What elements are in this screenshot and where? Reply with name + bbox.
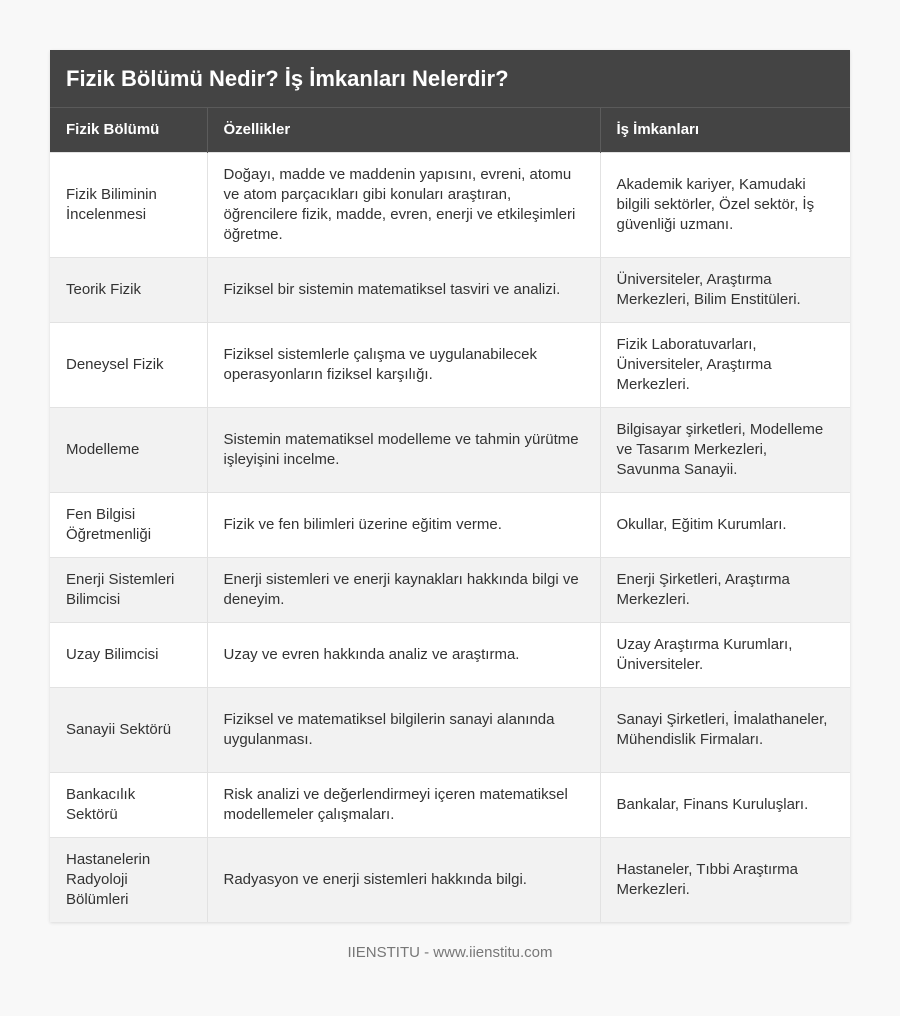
cell-ozellik: Enerji sistemleri ve enerji kaynakları hakkında bilgi ve deneyim. — [207, 557, 600, 622]
cell-bolum: Uzay Bilimcisi — [50, 622, 207, 687]
cell-bolum: Deneysel Fizik — [50, 322, 207, 407]
cell-imkan: Bilgisayar şirketleri, Modelleme ve Tasarım Merkezleri, Savunma Sanayii. — [600, 407, 850, 492]
cell-ozellik: Radyasyon ve enerji sistemleri hakkında bilgi. — [207, 837, 600, 922]
table-row — [50, 407, 850, 492]
cell-imkan: Enerji Şirketleri, Araştırma Merkezleri. — [600, 557, 850, 622]
footer-credit: IIENSTITU - www.iienstitu.com — [347, 944, 553, 961]
cell-bolum: Hastanelerin Radyoloji Bölümleri — [50, 837, 207, 922]
cell-ozellik: Sistemin matematiksel modelleme ve tahmin yürütme işleyişini incelme. — [207, 407, 600, 492]
cell-ozellik: Uzay ve evren hakkında analiz ve araştırma. — [207, 622, 600, 687]
column-header-bolum: Fizik Bölümü — [50, 108, 207, 152]
careers-table — [50, 108, 850, 922]
table-row — [50, 322, 850, 407]
table-card — [50, 50, 850, 922]
table-row — [50, 687, 850, 772]
table-row — [50, 257, 850, 322]
cell-ozellik: Fizik ve fen bilimleri üzerine eğitim verme. — [207, 492, 600, 557]
column-header-is-imkanlari: İş İmkanları — [600, 108, 850, 152]
cell-ozellik: Risk analizi ve değerlendirmeyi içeren matematiksel modellemeler çalışmaları. — [207, 772, 600, 837]
table-row — [50, 622, 850, 687]
cell-imkan: Üniversiteler, Araştırma Merkezleri, Bilim Enstitüleri. — [600, 257, 850, 322]
cell-bolum: Modelleme — [50, 407, 207, 492]
cell-imkan: Akademik kariyer, Kamudaki bilgili sektörler, Özel sektör, İş güvenliği uzmanı. — [600, 152, 850, 257]
cell-bolum: Sanayii Sektörü — [50, 687, 207, 772]
cell-imkan: Bankalar, Finans Kuruluşları. — [600, 772, 850, 837]
table-row — [50, 837, 850, 922]
table-header — [50, 108, 850, 152]
cell-ozellik: Fiziksel sistemlerle çalışma ve uygulanabilecek operasyonların fiziksel karşılığı. — [207, 322, 600, 407]
table-body — [50, 152, 850, 922]
cell-ozellik: Fiziksel ve matematiksel bilgilerin sanayi alanında uygulanması. — [207, 687, 600, 772]
cell-imkan: Fizik Laboratuvarları, Üniversiteler, Araştırma Merkezleri. — [600, 322, 850, 407]
cell-bolum: Fen Bilgisi Öğretmenliği — [50, 492, 207, 557]
cell-bolum: Fizik Biliminin İncelenmesi — [50, 152, 207, 257]
cell-bolum: Bankacılık Sektörü — [50, 772, 207, 837]
cell-ozellik: Fiziksel bir sistemin matematiksel tasviri ve analizi. — [207, 257, 600, 322]
column-header-ozellikler: Özellikler — [207, 108, 600, 152]
header-row — [50, 108, 850, 152]
cell-imkan: Sanayi Şirketleri, İmalathaneler, Mühendislik Firmaları. — [600, 687, 850, 772]
table-row — [50, 772, 850, 837]
cell-imkan: Uzay Araştırma Kurumları, Üniversiteler. — [600, 622, 850, 687]
cell-imkan: Hastaneler, Tıbbi Araştırma Merkezleri. — [600, 837, 850, 922]
table-title: Fizik Bölümü Nedir? İş İmkanları Nelerdir? — [50, 50, 850, 108]
cell-bolum: Enerji Sistemleri Bilimcisi — [50, 557, 207, 622]
table-row — [50, 557, 850, 622]
table-row — [50, 492, 850, 557]
cell-ozellik: Doğayı, madde ve maddenin yapısını, evreni, atomu ve atom parçacıkları gibi konuları araştıran, öğrencilere fizik, madde, evren, enerji ve etkileşimleri öğretme. — [207, 152, 600, 257]
table-row — [50, 152, 850, 257]
cell-imkan: Okullar, Eğitim Kurumları. — [600, 492, 850, 557]
cell-bolum: Teorik Fizik — [50, 257, 207, 322]
